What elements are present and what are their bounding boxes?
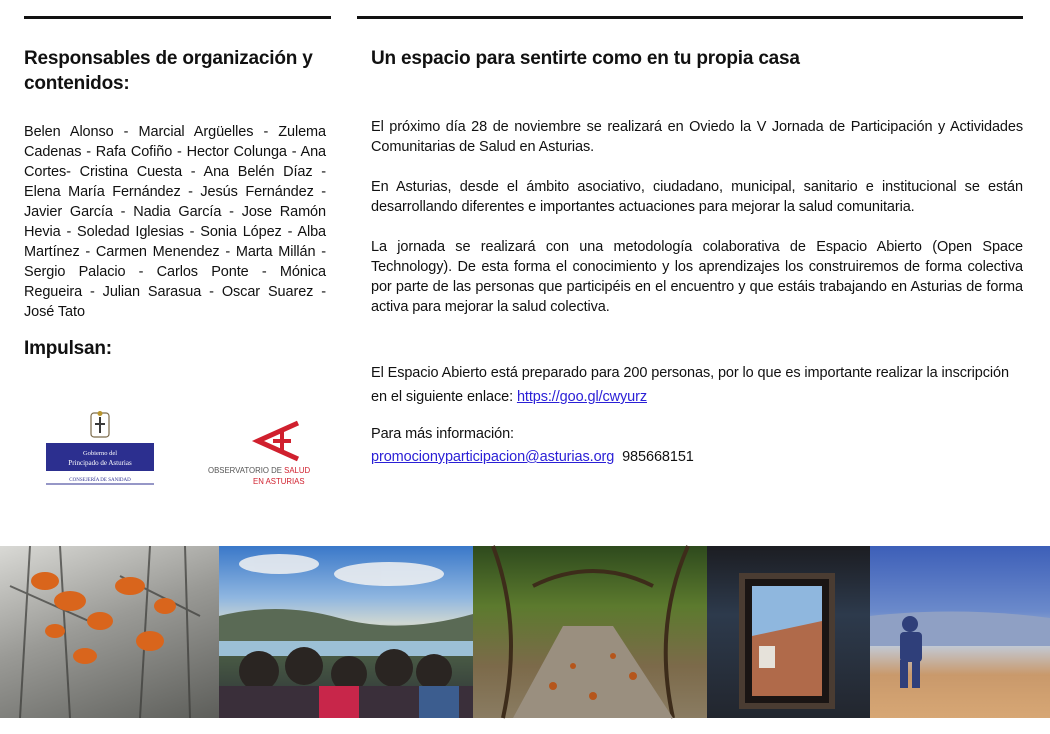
paragraph-methodology: La jornada se realizará con una metodología colaborativa de Espacio Abierto (Open Space Technology). De esta forma el conocimiento y los aprendizajes los construiremos de forma colectiva por parte de las personas que participéis en el encuentro y que estáis trabajando en Asturias de forma activa para mejorar la salud colectiva. [371,239,1023,315]
registration-link[interactable]: https://goo.gl/cwyurz [516,389,648,405]
left-column [24,46,326,361]
gobierno-asturias-logo [44,411,156,495]
paragraph-asturias: En Asturias, desde el ámbito asociativo, ciudadano, municipal, sanitario e institucional se están desarrollando diferentes e importantes actuaciones para mejorar la salud comunitaria. [371,179,1023,215]
paragraph-date: El próximo día 28 de noviembre se realizará en Oviedo la V Jornada de Participación y Actividades Comunitarias de Salud en Asturias. [371,119,1023,155]
obs-line1a: OBSERVATORIO DE [208,466,285,475]
organizers-heading: Responsables de organización y contenidos: [24,48,313,94]
contact-phone: 985668151 [622,449,694,465]
sponsor-logos [24,405,326,495]
organizers-names: Belen Alonso - Marcial Argüelles - Zulema Cadenas - Rafa Cofiño - Hector Colunga - Ana Cortes- Cristina Cuesta - Ana Belén Díaz - Elena María Fernández - Jesús Fernández - Javier García - Nadia García - Jose Ramón Hevia - Soledad Iglesias - Sonia López - Alba Martínez - Carmen Menendez - Marta Millán - Sergio Palacio - Carlos Ponte - Mónica Regueira - Julian Sarasua - Oscar Suarez - José Tato [24,124,326,320]
gov-line3: CONSEJERÍA DE SANIDAD [69,478,131,483]
gov-line1: Gobierno del [82,450,118,457]
child-on-beach-photo [870,546,1050,718]
gov-line2: Principado de Asturias [68,459,132,467]
contact-info [371,423,1023,469]
paragraph-registration [371,361,1023,409]
main-heading: Un espacio para sentirte como en tu propia casa [371,48,800,69]
forest-path-photo [473,546,707,718]
right-top-rule [357,16,1023,19]
photo-strip [0,546,1050,718]
autumn-leaves-photo [0,546,219,718]
obs-line1b: SALUD [284,466,311,475]
left-top-rule [24,16,331,19]
observatorio-salud-logo [206,415,311,493]
svg-text:OBSERVATORIO DE SALUD [208,466,310,475]
group-overlooking-bay-photo [219,546,473,718]
obs-line2: EN ASTURIAS [253,477,305,486]
open-window-photo [707,546,870,718]
impulsan-heading: Impulsan: [24,338,112,359]
registration-text: El Espacio Abierto está preparado para 200 personas, por lo que es importante realizar la inscripción en el siguiente enlace: [371,365,1009,405]
contact-email-link[interactable]: promocionyparticipacion@asturias.org [371,449,615,465]
right-column [371,46,1023,469]
info-label: Para más información: [371,426,514,442]
